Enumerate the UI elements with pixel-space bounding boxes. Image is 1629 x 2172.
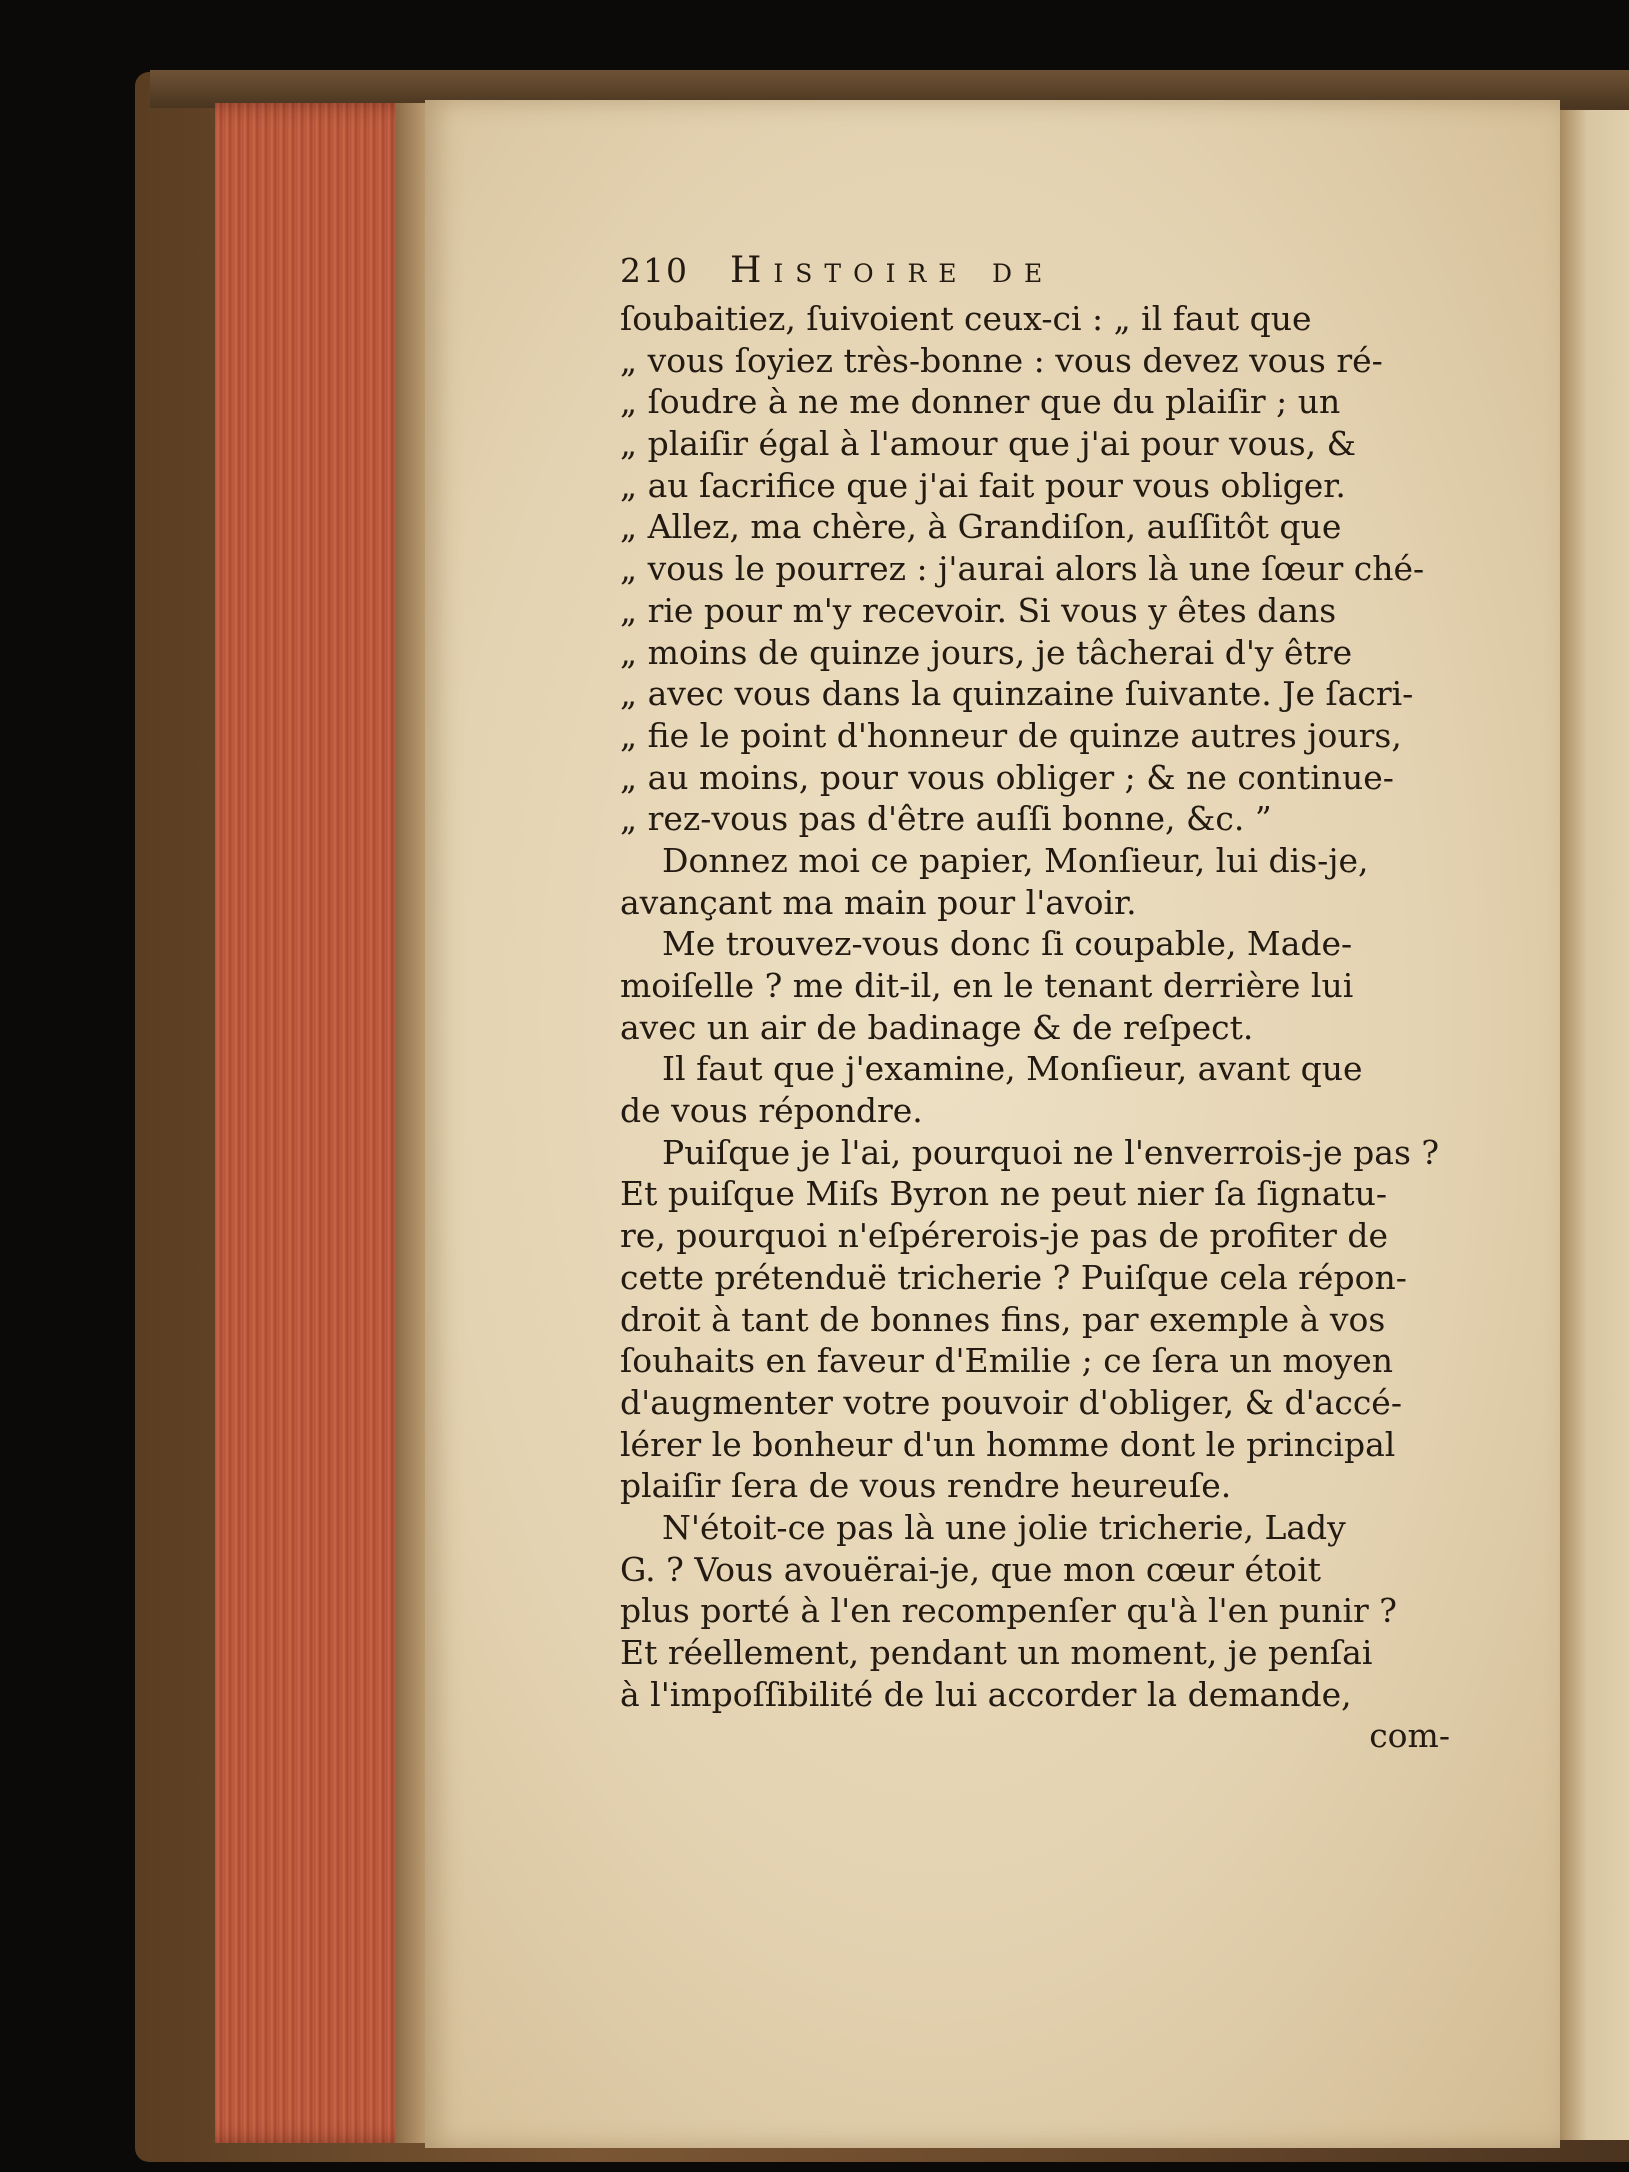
text-line: G. ? Vous avouërai-je, que mon cœur étoit	[620, 1549, 1321, 1589]
text-line: plus porté à l'en recompenſer qu'à l'en punir ?	[620, 1591, 1397, 1631]
catchword: com-	[1369, 1716, 1450, 1756]
text-line: „ au moins, pour vous obliger ; & ne continue-	[620, 757, 1394, 797]
text-line: Donnez moi ce papier, Monſieur, lui dis-je,	[662, 840, 1369, 880]
running-title: Histoire de	[730, 250, 1055, 291]
text-line: ſouhaits en faveur d'Emilie ; ce ſera un moyen	[620, 1341, 1393, 1381]
text-line: „ rez-vous pas d'être auſſi bonne, &c. ”	[620, 799, 1272, 839]
text-line: „ rie pour m'y recevoir. Si vous y êtes dans	[620, 590, 1337, 630]
page-header	[620, 250, 1450, 298]
text-line: d'augmenter votre pouvoir d'obliger, & d'accé-	[620, 1382, 1402, 1422]
text-line: lérer le bonheur d'un homme dont le principal	[620, 1424, 1396, 1464]
page-edges-red	[215, 103, 425, 2143]
text-line: „ ſoudre à ne me donner que du plaiſir ; un	[620, 382, 1341, 422]
text-line: de vous répondre.	[620, 1091, 923, 1131]
text-line: „ plaiſir égal à l'amour que j'ai pour vous, &	[620, 424, 1357, 464]
text-line: plaiſir ſera de vous rendre heureuſe.	[620, 1466, 1232, 1506]
text-line: droit à tant de bonnes fins, par exemple à vos	[620, 1299, 1386, 1339]
text-line: „ avec vous dans la quinzaine ſuivante. Je ſacri-	[620, 674, 1414, 714]
text-line: Il faut que j'examine, Monſieur, avant que	[662, 1049, 1363, 1089]
text-line: moiſelle ? me dit-il, en le tenant derrière lui	[620, 966, 1354, 1005]
text-line: re, pourquoi n'eſpérerois-je pas de profiter de	[620, 1216, 1389, 1256]
page-number: 210	[620, 251, 689, 290]
text-line: Et puiſque Miſs Byron ne peut nier ſa ſignatu-	[620, 1174, 1388, 1214]
text-line: „ Allez, ma chère, à Grandiſon, auſſitôt que	[620, 507, 1342, 547]
text-line: „ moins de quinze jours, je tâcherai d'y être	[620, 632, 1353, 672]
text-line: N'étoit-ce pas là une jolie tricherie, Lady	[662, 1507, 1346, 1547]
text-line: cette prétenduë tricherie ? Puiſque cela répon-	[620, 1257, 1407, 1297]
text-line: Puiſque je l'ai, pourquoi ne l'enverrois-je pas ?	[662, 1132, 1440, 1172]
text-line: avec un air de badinage & de reſpect.	[620, 1007, 1254, 1047]
text-line: „ vous le pourrez : j'aurai alors là une ſœur ché-	[620, 549, 1425, 589]
text-line: Et réellement, pendant un moment, je penſai	[620, 1633, 1373, 1672]
facing-page-edge	[1560, 110, 1629, 2140]
text-line: Me trouvez-vous donc ſi coupable, Made-	[662, 924, 1353, 964]
text-line: „ fie le point d'honneur de quinze autres jours,	[620, 715, 1402, 755]
text-line: à l'impoſſibilité de lui accorder la demande,	[620, 1674, 1352, 1714]
text-line: ſoubaitiez, ſuivoient ceux-ci : „ il faut que	[620, 299, 1312, 338]
page-text-block	[620, 250, 1450, 1757]
text-line: „ vous ſoyiez très-bonne : vous devez vous ré-	[620, 340, 1383, 380]
text-line: „ au ſacrifice que j'ai fait pour vous obliger.	[620, 465, 1346, 505]
body-text	[620, 298, 1450, 1715]
text-line: avançant ma main pour l'avoir.	[620, 882, 1137, 922]
